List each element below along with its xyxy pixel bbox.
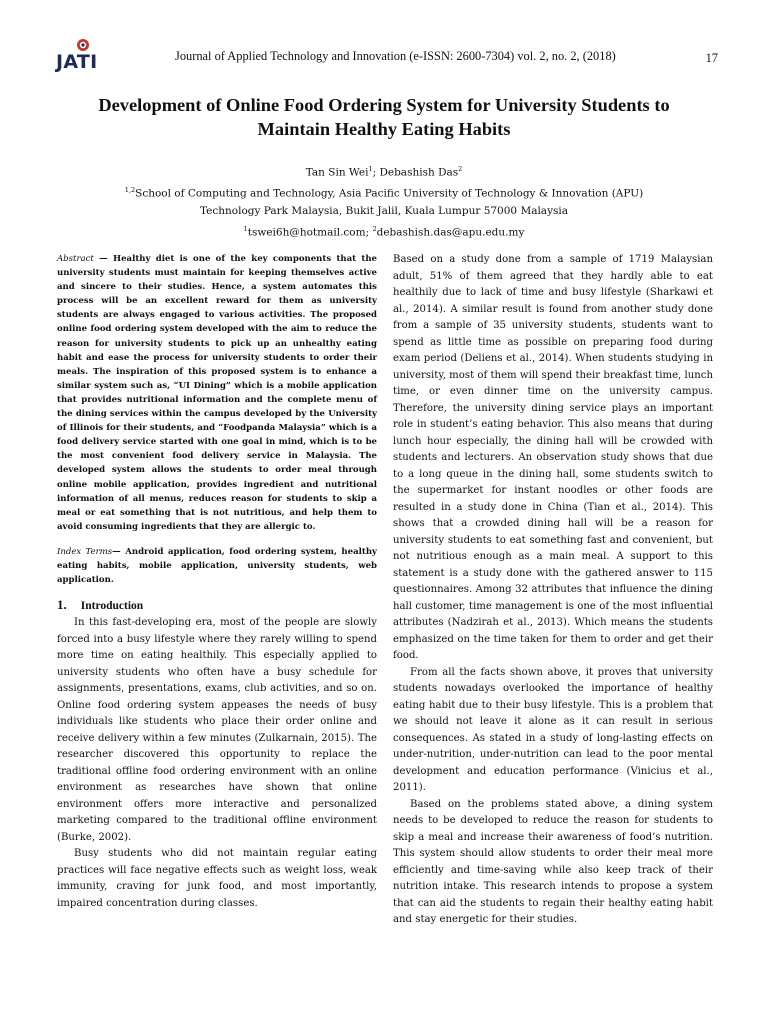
email-1[interactable]: tswei6h@hotmail.com; (247, 226, 373, 238)
affiliation-line-1: $^{1,2}$School of Computing and Technology, Asia Pacific University of Technology & Innovation (APU) (124, 186, 644, 200)
paragraph: In this fast-developing era, most of the people are slowly forced into a busy lifestyle where they rarely willing to spend more time on eating healthily. This especially applied to university students who often have a busy schedule for assignments, presentations, exams, club activities, and so on. Online food ordering system appeases the needs of busy individuals like students who place their order online and receive delivery within a few minutes (Zulkarnain, 2015). The researcher discovered this opportunity to replace the traditional offline food ordering environment with an online environment as researches have shown that online environment offers more interactive and personalized marketing compared to the traditional offline environment (Burke, 2002). (57, 617, 377, 843)
paragraph: Busy students who did not maintain regular eating practices will face negative effects such as weight loss, weak immunity, craving for junk food, and most importantly, impaired concentration during classes. (57, 848, 377, 909)
section-heading-introduction (57, 596, 377, 615)
page-header (56, 38, 724, 74)
abstract: Abstract — Healthy diet is one of the key components that the university students must maintain for keeping themselves active and sincere to their studies. Hence, a system automates this process will be an excellent reward for them as university students are always engaged to various activities. The proposed online food ordering system developed with the aim to reduce the reason for university students to pick up an unhealthy eating habit and ease the process for university students to order their meals. The inspiration of this proposed system is to enhance a similar system such as, “UI Dining” which is a mobile application that provides nutritional information and the complete menu of the dining services within the campus developed by the University of Illinois for their students, and “Foodpanda Malaysia” which is a food delivery service started with one goal in mind, which is to be the most convenient food delivery service in Malaysia. The developed system allows the students to order meal through online mobile application, provides ingredient and nutritional information of all menus, reduces reason for students to skip a meal or eat something that is not nutritious, and help them to avoid consuming ingredients that they are allergic to. (57, 254, 377, 532)
index-terms: Index Terms— Android application, food ordering system, healthy eating habits, mobile application, university students, web application. (57, 546, 377, 586)
author-emails: $^1$tswei6h@hotmail.com; $^2$debashish.das@apu.edu.my (243, 224, 525, 238)
logo-emblem-icon (73, 38, 93, 52)
author-block (80, 161, 688, 242)
left-column (57, 252, 377, 912)
section-title: Introduction (80, 600, 144, 613)
section-number: 1. (57, 597, 67, 613)
abstract-label: Abstract (57, 254, 94, 264)
paragraph: Based on a study done from a sample of 1719 Malaysian adult, 51% of them agreed that they hardly able to eat healthily due to lack of time and busy lifestyle (Sharkawi et al., 2014). A similar result is found from another study done from a sample of 35 university students, students want to spend as little time as possible on preparing food during exam period (Deliens et al., 2014). When students studying in university, most of them will spend their breakfast time, lunch time, or even dinner time on the university campus. Therefore, the university dining service plays an important role in student’s eating behavior. This also means that during lunch hour especially, the dining hall will be crowded with students and lecturers. An observation study shows that due to a long queue in the dining hall, some students switch to the supermarket for instant noodles or other foods are resulted in a study done in China (Tian et al., 2014). This shows that a crowded dining hall will be a reason for university students to eat something fast and convenient, but not nutritious enough as a main meal. A support to this statement is a study done with the gathered answer to 115 questionnaires. Among 32 attributes that influence the dining hall customer, time management is one of the most influential attributes (Nadzirah et al., 2013). Which means the students emphasized on the time taken for them to order and get their food. (393, 254, 713, 661)
jati-logo (56, 38, 116, 74)
journal-citation: Journal of Applied Technology and Innovation (e-ISSN: 2600-7304) vol. 2, no. 2, (2018) (175, 49, 616, 63)
right-column (393, 252, 713, 929)
affiliation-line-2: Technology Park Malaysia, Bukit Jalil, Kuala Lumpur 57000 Malaysia (199, 205, 569, 217)
author-name-1: Tan Sin Wei (305, 166, 369, 179)
email-2[interactable]: debashish.das@apu.edu.my (376, 226, 525, 238)
paragraph: Based on the problems stated above, a dining system needs to be developed to reduce the reason for students to skip a meal and increase their awareness of food’s nutrition. This system should allow students to order their meal more efficiently and time-saving while also keep track of their nutrition intake. This research intends to propose a system that can aid the students to regain their healthy eating habit and stay energetic for their studies. (393, 798, 713, 925)
abstract-text: Healthy diet is one of the key components that the university students must maintain for keeping themselves active and sincere to their studies. Hence, a system automates this process will be an excellent reward for them as university students are always engaged to various activities. The proposed online food ordering system developed with the aim to reduce the reason for university students to pick up an unhealthy eating habit and ease the process for university students to order their meals. The inspiration of this proposed system is to enhance a similar system such as, “UI Dining” which is a mobile application that provides nutritional information and the complete menu of the dining services within the campus developed by the University of Illinois for their students, and “Foodpanda Malaysia” which is a food delivery service started with one goal in mind, which is to be the most convenient food delivery service in Malaysia. The developed system allows the students to order meal through online mobile application, provides ingredient and nutritional information of all menus, reduces reason for students to skip a meal or eat something that is not nutritious, and help them to avoid consuming ingredients that they are allergic to. (57, 254, 377, 532)
index-terms-text: Android application, food ordering system, healthy eating habits, mobile application, university students, web application. (57, 546, 377, 586)
page-number: 17 (705, 51, 718, 65)
index-terms-label: Index Terms (57, 546, 113, 557)
paper-title: Development of Online Food Ordering System for University Students to Maintain Healthy Eating Habits (98, 95, 670, 139)
logo-text: JATI (56, 51, 98, 73)
paragraph: From all the facts shown above, it proves that university students nowadays overlooked the importance of healthy eating habit due to their busy lifestyle. This is a problem that we should not leave it alone as it can result in serious consequences. As stated in a study of long-lasting effects on under-nutrition, under-nutrition can lead to the poor mental development and education performance (Vinicius et al., 2011). (393, 666, 713, 793)
author-names: Tan Sin Wei$^1$; Debashish Das$^2$ (305, 165, 463, 179)
